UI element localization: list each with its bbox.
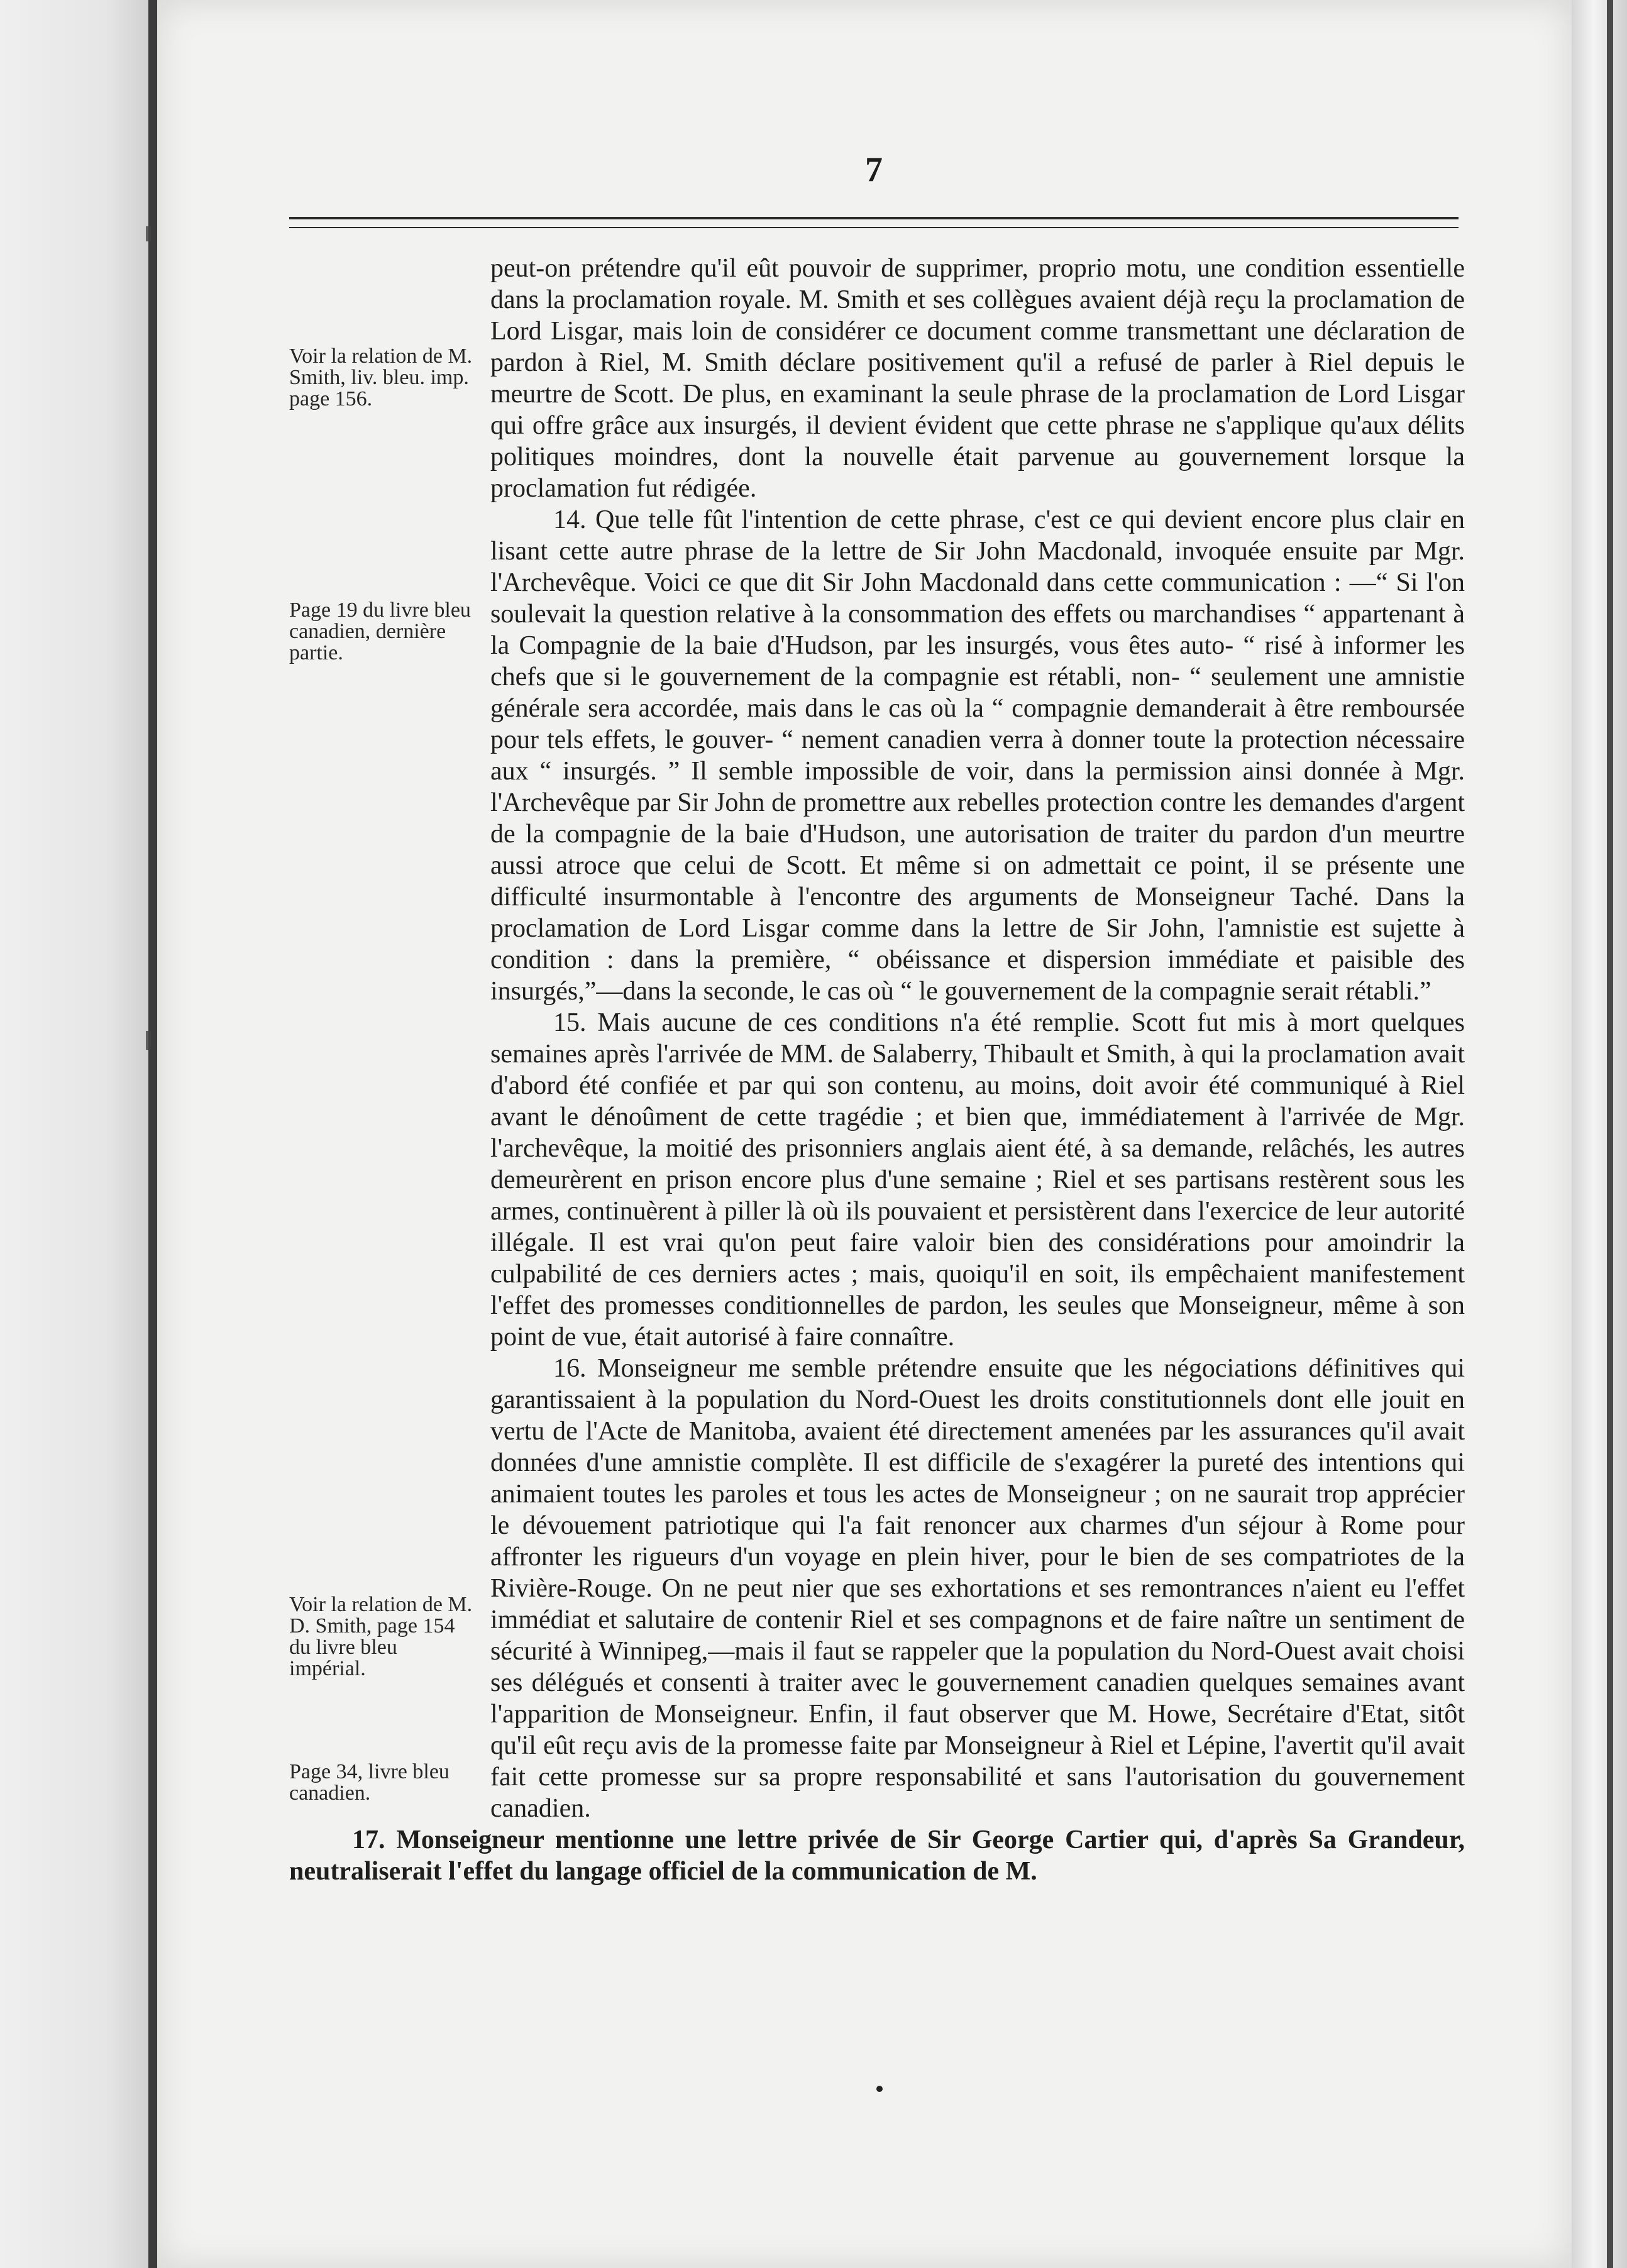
paragraph-continuation: peut-on prétendre qu'il eût pouvoir de supprimer, proprio motu, une condition essentielle dans la proclamation royale. M. Smith et ses collègues avaient déjà reçu la proclamation de Lord Lisgar, mais loin de considérer ce document comme transmettant une déclaration de pardon à Riel, M. Smith déclare positivement qu'il a refusé de parler à Riel depuis le meurtre de Scott. De plus, en examinant la seule phrase de la proclamation de Lord Lisgar qui offre grâce aux insurgés, il devient évident que cette phrase ne s'applique qu'aux délits politiques moindres, dont la nouvelle était parvenue au gouvernement lorsque la proclamation fut rédigée. (490, 254, 1465, 503)
scan-right-edge (1607, 0, 1613, 2268)
adjacent-page-edge (0, 0, 151, 2268)
sidenote: Voir la relation de M. Smith, liv. bleu. imp. page 156. (289, 344, 473, 410)
ink-mark (876, 2086, 883, 2092)
scan-artifact (146, 226, 151, 241)
paragraph-14: 14. Que telle fût l'intention de cette phrase, c'est ce qui devient encore plus clair en lisant cette autre phrase de la lettre de Sir John Macdonald, invoquée ensuite par Mgr. l'Archevêque. Voici ce que dit Sir John Macdonald dans cette communication : —“ Si l'on soulevait la question relative à la consommation des effets ou marchandises “ appartenant à la Compagnie de la baie d'Hudson, par les insurgés, vous êtes auto- “ risé à informer les chefs que si le gouvernement de la compagnie est rétabli, non- “ seulement une amnistie générale sera accordée, mais dans le cas où la “ compagnie demanderait à être remboursée pour tels effets, le gouver- “ nement canadien verra à donner toute la protection nécessaire aux “ insurgés. ” Il semble impossible de voir, dans la permission ainsi donnée à Mgr. l'Archevêque par Sir John de promettre aux rebelles protection contre les demandes d'argent de la compagnie de la baie d'Hudson, une autorisation de traiter du pardon d'un meurtre aussi atroce que celui de Scott. Et même si on admettait ce point, il se présente une difficulté insurmontable à l'encontre des arguments de Monseigneur Taché. Dans la proclamation de Lord Lisgar comme dans la lettre de Sir John, l'amnistie est sujette à condition : dans la première, “ obéissance et dispersion immédiate et paisible des insurgés,”—dans la seconde, le cas où “ le gouvernement de la compagnie serait rétabli.” (490, 505, 1465, 1006)
paragraph-15: 15. Mais aucune de ces conditions n'a été remplie. Scott fut mis à mort quelques semaines après l'arrivée de MM. de Salaberry, Thibault et Smith, à qui la proclamation avait d'abord été confiée et par qui son contenu, au moins, doit avoir été communiqué à Riel avant le dénoûment de cette tragédie ; et bien que, immédiatement à l'arrivée de Mgr. l'archevêque, la moitié des prisonniers anglais aient été, à sa demande, relâchés, les autres demeurèrent en prison encore plus d'une semaine ; Riel et ses partisans restèrent sous les armes, continuèrent à piller là où ils pouvaient et persistèrent dans l'exercice de leur autorité illégale. Il est vrai qu'on peut faire valoir bien des considérations pour amoindrir la culpabilité de ces derniers actes ; mais, quoiqu'il en soit, ils empêchaient manifestement l'effet des promesses conditionnelles de pardon, les seules que Monseigneur, même à son point de vue, était autorisé à faire connaître. (490, 1008, 1465, 1351)
header-rule (289, 217, 1459, 228)
sidenote: Page 19 du livre bleu canadien, dernière partie. (289, 598, 471, 664)
page-number: 7 (865, 150, 883, 189)
paragraph-17: 17. Monseigneur mentionne une lettre privée de Sir George Cartier qui, d'après Sa Grandeur, neutraliserait l'effet du langage officiel de la communication de M. (289, 1825, 1465, 1886)
scan-right-border (1572, 0, 1627, 2268)
sidenote: Page 34, livre bleu canadien. (289, 1760, 449, 1805)
body-text (289, 253, 1465, 1887)
scan-artifact (146, 1031, 151, 1050)
scan-gutter (148, 0, 157, 2268)
sidenote: Voir la relation de M. D. Smith, page 154 du livre bleu impérial. (289, 1593, 473, 1680)
paragraph-16: 16. Monseigneur me semble prétendre ensuite que les négociations définitives qui garantissaient à la population du Nord-Ouest les droits constitutionnels dont elle jouit en vertu de l'Acte de Manitoba, avaient été directement amenées par les assurances qu'il avait données d'une amnistie complète. Il est difficile de s'exagérer la pureté des intentions qui animaient toutes les paroles et tous les actes de Monseigneur ; on ne saurait trop apprécier le dévouement patriotique qui l'a fait renoncer aux charmes d'un séjour à Rome pour affronter les rigueurs d'un voyage en plein hiver, pour le bien de ses compatriotes de la Rivière-Rouge. On ne peut nier que ses exhortations et ses remontrances n'aient eu l'effet immédiat et salutaire de contenir Riel et ses compagnons et de faire naître un sentiment de sécurité à Winnipeg,—mais il faut se rappeler que la population du Nord-Ouest avait choisi ses délégués et consenti à traiter avec le gouvernement canadien quelques semaines avant l'apparition de Monseigneur. Enfin, il faut observer que M. Howe, Secrétaire d'Etat, sitôt qu'il eût reçu avis de la promesse faite par Monseigneur à Riel et Lépine, l'avertit qu'il avait fait cette promesse sur sa propre responsabilité et sans l'autorisation du gouvernement canadien. (490, 1354, 1465, 1823)
